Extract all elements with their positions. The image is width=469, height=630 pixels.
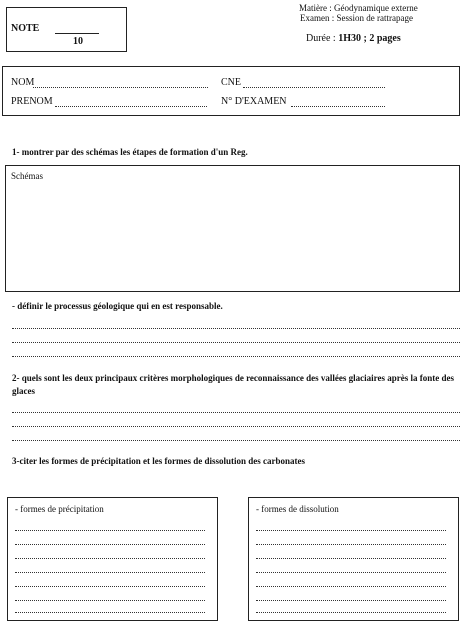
answer-line[interactable] <box>256 530 446 531</box>
answer-line[interactable] <box>15 558 205 559</box>
question-1: 1- montrer par des schémas les étapes de formation d'un Reg. <box>12 147 248 157</box>
nom-field[interactable] <box>33 87 208 88</box>
schemas-label: Schémas <box>11 171 43 181</box>
note-fraction-line <box>55 33 99 34</box>
answer-line[interactable] <box>12 342 460 343</box>
exam-session-label: Examen : Session de rattrapage <box>300 13 413 23</box>
answer-line[interactable] <box>15 586 205 587</box>
subject-label: Matière : Géodynamique externe <box>299 3 418 13</box>
answer-line[interactable] <box>15 600 205 601</box>
answer-line[interactable] <box>256 612 446 613</box>
answer-line[interactable] <box>256 600 446 601</box>
answer-line[interactable] <box>15 530 205 531</box>
schemas-box[interactable] <box>5 165 460 292</box>
duration-value: 1H30 ; 2 pages <box>338 33 401 44</box>
answer-line[interactable] <box>256 544 446 545</box>
precipitation-label: - formes de précipitation <box>15 504 104 514</box>
note-label: NOTE <box>11 23 40 34</box>
answer-line[interactable] <box>12 356 460 357</box>
answer-line[interactable] <box>15 572 205 573</box>
cne-field[interactable] <box>243 87 385 88</box>
question-1b: - définir le processus géologique qui en est responsable. <box>12 301 223 311</box>
answer-line[interactable] <box>12 328 460 329</box>
cne-label: CNE <box>221 77 241 88</box>
answer-line[interactable] <box>256 572 446 573</box>
note-box <box>6 7 127 52</box>
answer-line[interactable] <box>256 558 446 559</box>
dissolution-box <box>248 497 459 621</box>
duration-prefix: Durée : <box>306 33 339 44</box>
duration-label <box>306 33 401 44</box>
prenom-label: PRENOM <box>11 96 53 107</box>
nom-label: NOM <box>11 77 35 88</box>
answer-line[interactable] <box>12 440 460 441</box>
dissolution-label: - formes de dissolution <box>256 504 339 514</box>
answer-line[interactable] <box>12 412 460 413</box>
answer-line[interactable] <box>12 426 460 427</box>
note-denominator: 10 <box>73 36 83 47</box>
answer-line[interactable] <box>15 612 205 613</box>
question-2: 2- quels sont les deux principaux critères morphologiques de reconnaissance des vallées glaciaires après la fonte des glaces <box>12 373 454 396</box>
answer-line[interactable] <box>15 544 205 545</box>
precipitation-box <box>7 497 218 621</box>
identity-box <box>2 66 460 116</box>
answer-line[interactable] <box>256 586 446 587</box>
prenom-field[interactable] <box>55 106 207 107</box>
exam-number-label: N° D'EXAMEN <box>221 96 287 107</box>
exam-number-field[interactable] <box>291 106 385 107</box>
question-3: 3-citer les formes de précipitation et les formes de dissolution des carbonates <box>12 456 306 466</box>
